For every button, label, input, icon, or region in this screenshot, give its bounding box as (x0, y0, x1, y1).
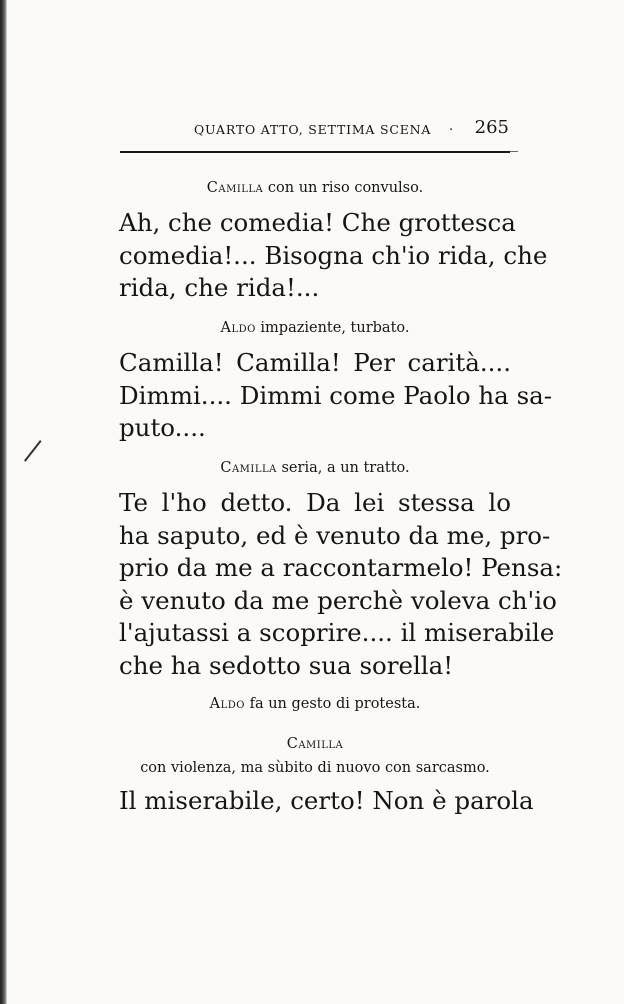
speech-line: comedia!... Bisogna ch'io rida, che (119, 240, 548, 270)
speaker-name: Camilla (220, 460, 277, 476)
speech-line: Il miserabile, certo! Non è parola (119, 786, 534, 815)
direction-text: con un riso convulso. (267, 180, 424, 196)
speech-block (119, 347, 553, 445)
speech-line: Te l'ho detto. Da lei stessa lo (119, 488, 511, 517)
direction-text: seria, a un tratto. (281, 460, 410, 476)
speech-line: Ah, che comedia! Che grottesca (119, 208, 516, 237)
direction-text: impaziente, turbato. (260, 320, 410, 336)
speech-line: prio da me a raccontarmelo! Pensa: (119, 553, 563, 582)
speech-line: ha saputo, ed è venuto da me, pro- (119, 520, 551, 550)
stage-direction (120, 318, 510, 338)
speech-block (119, 487, 563, 682)
speech-line: che ha sedotto sua sorella! (119, 650, 454, 680)
speech-line: è venuto da me perchè voleva ch'io (119, 585, 557, 615)
speaker-name: Camilla (206, 180, 264, 196)
running-head-title: QUARTO ATTO, SETTIMA SCENA (194, 122, 432, 137)
speech-line: rida, che rida!... (119, 273, 320, 302)
speaker-name: Aldo (220, 320, 256, 336)
running-head-separator: . (449, 119, 454, 134)
page-number: 265 (474, 117, 509, 138)
speech-block (119, 785, 534, 818)
speech-block (119, 207, 548, 305)
binding-edge (0, 0, 7, 1004)
stage-direction (120, 694, 510, 714)
speech-line: puto.... (119, 413, 206, 442)
direction-text: fa un gesto di protesta. (249, 696, 421, 712)
header-rule-end (510, 151, 518, 152)
speech-line: l'ajutassi a scoprire.... il miserabile (119, 618, 555, 647)
speech-line: Camilla! Camilla! Per carità.... (119, 348, 511, 377)
running-head (194, 117, 509, 141)
margin-mark (24, 440, 42, 462)
speaker-name: Camilla (286, 736, 344, 752)
stage-direction (120, 758, 510, 778)
speaker-name: Aldo (209, 696, 245, 712)
stage-direction (120, 178, 510, 198)
header-rule (120, 151, 510, 153)
speech-line: Dimmi.... Dimmi come Paolo ha sa- (119, 380, 553, 410)
stage-direction (120, 458, 510, 478)
direction-text: con violenza, ma sùbito di nuovo con sarcasmo. (140, 760, 490, 776)
stage-direction (120, 734, 510, 754)
